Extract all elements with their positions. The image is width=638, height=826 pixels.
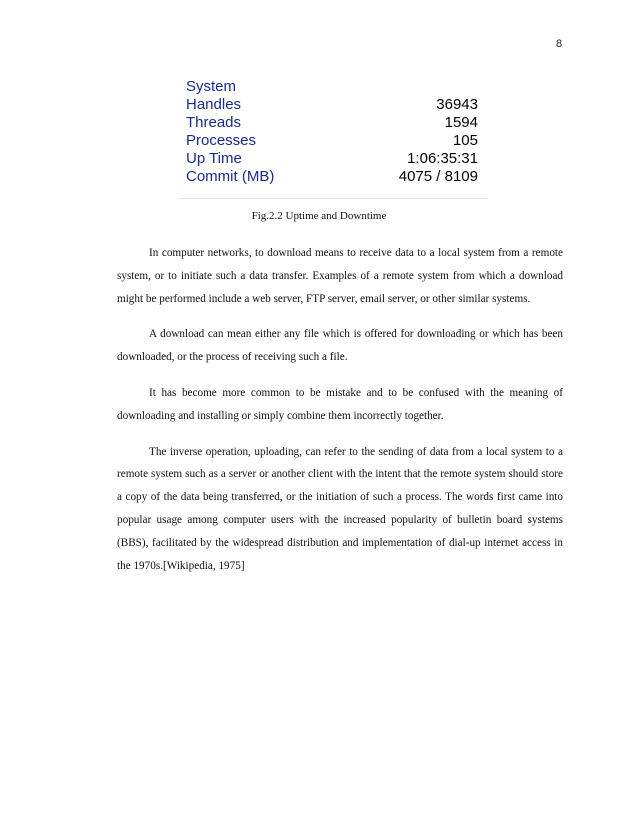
figure-row-commit [186, 168, 478, 186]
figure-row-handles [186, 96, 478, 114]
paragraph: It has become more common to be mistake and to be confused with the meaning of downloading and installing or simply combine them incorrectly together. [117, 386, 563, 422]
page-number: 8 [556, 38, 563, 50]
paragraph: In computer networks, to download means to receive data to a local system from a remote system, or to initiate such a data transfer. Examples of a remote system from which a download might be performed include a web server, FTP server, email server, or other similar systems. [117, 247, 563, 305]
figure-row-value: 105 [452, 132, 478, 149]
figure-row-label: Handles [186, 96, 242, 113]
figure-row-value: 1594 [444, 114, 478, 131]
figure-row-label: Commit (MB) [186, 168, 275, 185]
paragraph: A download can mean either any file which is offered for downloading or which has been downloaded, or the process of receiving such a file. [117, 328, 563, 364]
figure-row-threads [186, 114, 478, 132]
figure-row-up-time [186, 150, 478, 168]
figure-rows [186, 96, 478, 186]
figure-row-processes [186, 132, 478, 150]
figure-row-label: Up Time [186, 150, 242, 167]
figure-row-value: 1:06:35:31 [407, 150, 478, 167]
figure-row-label: Processes [186, 132, 257, 149]
system-info-figure [178, 74, 488, 199]
body-text [117, 242, 563, 590]
figure-row-label: Threads [186, 114, 242, 131]
figure-caption: Fig.2.2 Uptime and Downtime [251, 210, 387, 222]
figure-row-value: 4075 / 8109 [398, 168, 478, 185]
figure-heading: System [186, 78, 237, 95]
figure-row-value: 36943 [436, 96, 478, 113]
paragraph: The inverse operation, uploading, can refer to the sending of data from a local system to a remote system such as a server or another client with the intent that the remote system should store a copy of the data being transferred, or the initiation of such a process. The words first came into popular usage among computer users with the increased popularity of bulletin board systems (BBS), facilitated by the widespread distribution and implementation of dial-up internet access in the 1970s.[Wikipedia, 1975] [117, 445, 563, 572]
